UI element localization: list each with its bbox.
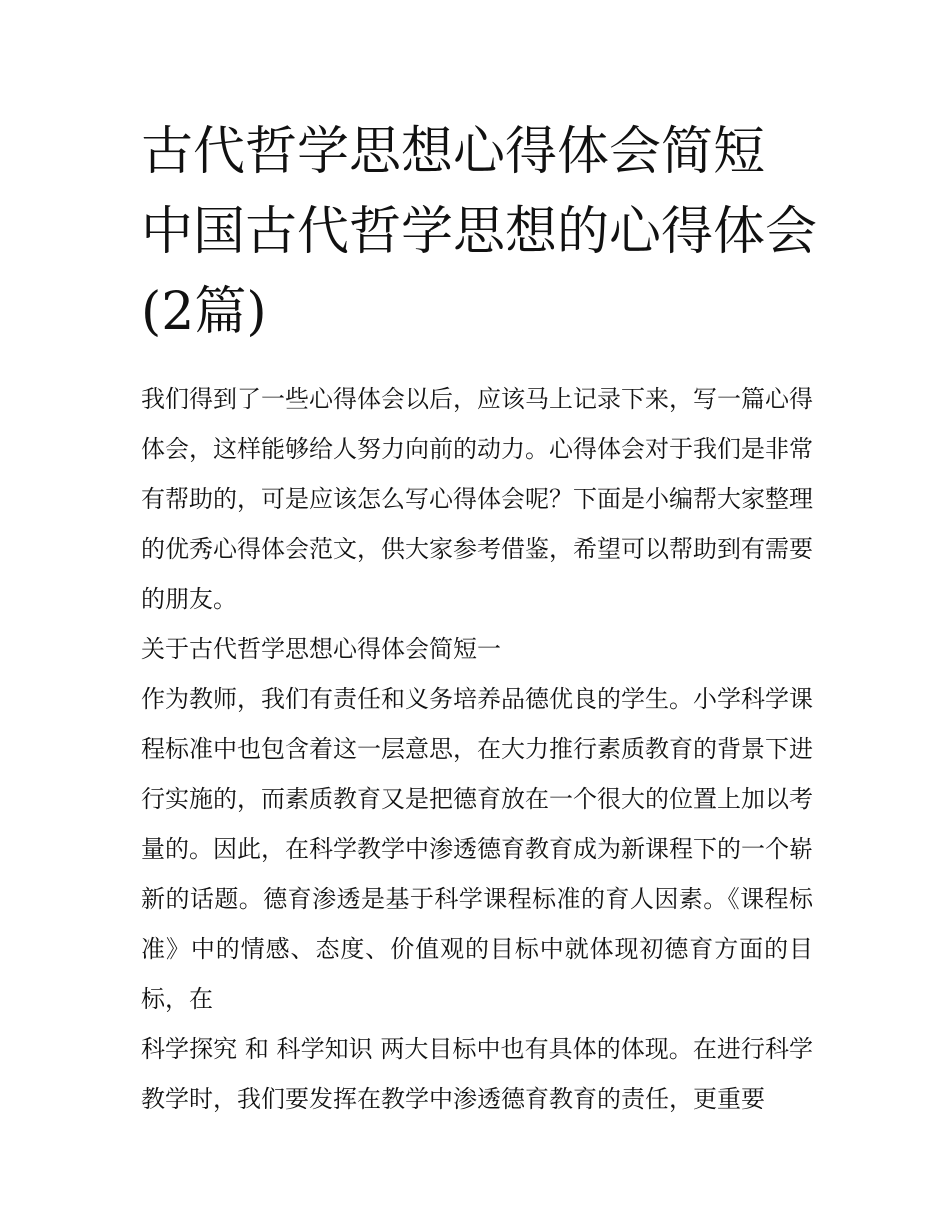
intro-paragraph: 我们得到了一些心得体会以后，应该马上记录下来，写一篇心得体会，这样能够给人努力向前的动力。心得体会对于我们是非常有帮助的，可是应该怎么写心得体会呢？下面是小编帮大家整理的优秀心得体会范文，供大家参考借鉴，希望可以帮助到有需要的朋友。	[141, 385, 813, 613]
section-heading: 关于古代哲学思想心得体会简短一	[141, 635, 501, 663]
document-page	[141, 112, 821, 1124]
body-paragraph-1: 作为教师，我们有责任和义务培养品德优良的学生。小学科学课程标准中也包含着这一层意思，在大力推行素质教育的背景下进行实施的，而素质教育又是把德育放在一个很大的位置上加以考量的。因此，在科学教学中渗透德育教育成为新课程下的一个崭新的话题。德育渗透是基于科学课程标准的育人因素。《课程标准》中的情感、态度、价值观的目标中就体现初德育方面的目标，在	[141, 685, 813, 1013]
document-body	[141, 374, 813, 1124]
document-title: 古代哲学思想心得体会简短 中国古代哲学思想的心得体会(2篇)	[141, 122, 818, 342]
body-paragraph-2: 科学探究 和 科学知识 两大目标中也有具体的体现。在进行科学教学时，我们要发挥在教学中渗透德育教育的责任，更重要	[141, 1035, 813, 1113]
